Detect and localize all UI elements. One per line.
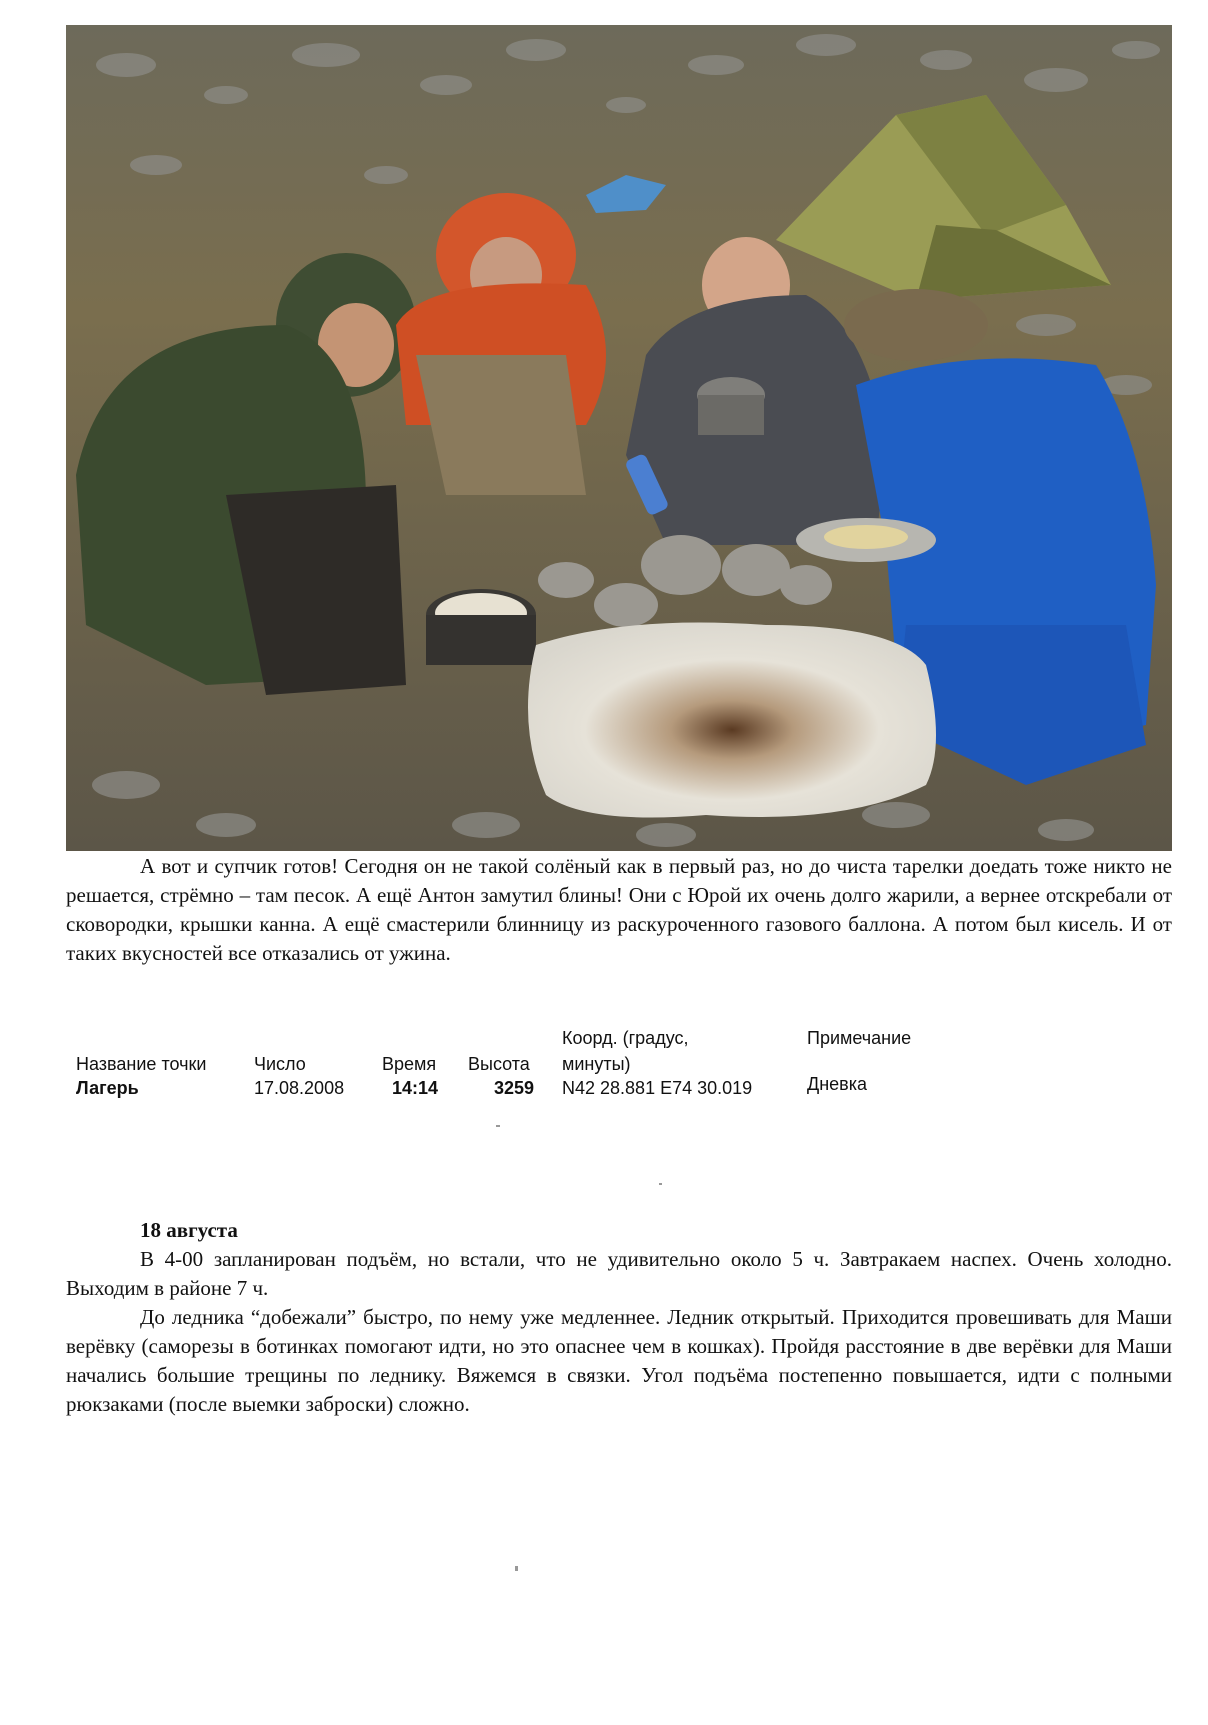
photo-caption: А вот и супчик готов! Сегодня он не такой солёный как в первый раз, но до чиста тарелки доедать тоже никто не решается, стрёмно – там песок. А ещё Антон замутил блины! Они с Юрой их очень долго жарили, а вернее отскребали от сковородки, крышки канна. А ещё смастерили блинницу из раскуроченного газового баллона. А потом был кисель. И от таких вкусностей все отказались от ужина. xyxy=(66,854,1172,965)
camp-photo-icon xyxy=(66,25,1172,851)
header-date: Число xyxy=(254,1054,306,1074)
header-coords-line1: Коорд. (градус, xyxy=(562,1028,689,1048)
header-altitude: Высота xyxy=(468,1054,530,1074)
row-name: Лагерь xyxy=(76,1078,139,1098)
scan-speck xyxy=(496,1125,500,1127)
row-altitude: 3259 xyxy=(494,1078,535,1098)
day-heading: 18 августа xyxy=(140,1218,238,1242)
scan-speck xyxy=(659,1183,662,1185)
row-date: 17.08.2008 xyxy=(254,1078,345,1098)
day-paragraph-1: В 4-00 запланирован подъём, но встали, что не удивительно около 5 ч. Завтракаем наспех. Очень холодно. Выходим в районе 7 ч. xyxy=(66,1247,1172,1300)
day-paragraph-2: До ледника “добежали” быстро, по нему уже медленнее. Ледник открытый. Приходится провешивать для Маши верёвку (саморезы в ботинках помогают идти, но это опаснее чем в кошках). Пройдя расстояние в две верёвки для Маши начались большие трещины по леднику. Вяжемся в связки. Угол подъёма постепенно повышается, идти с полными рюкзаками (после выемки заброски) сложно. xyxy=(66,1305,1172,1416)
header-note: Примечание xyxy=(807,1028,912,1048)
header-time: Время xyxy=(382,1054,437,1074)
header-name: Название точки xyxy=(76,1054,207,1074)
row-coords: N42 28.881 E74 30.019 xyxy=(562,1078,753,1098)
row-note: Дневка xyxy=(807,1074,867,1094)
row-time: 14:14 xyxy=(392,1078,439,1098)
camp-photo xyxy=(66,25,1172,851)
day-entry xyxy=(66,1216,1172,1419)
scan-speck xyxy=(515,1566,518,1571)
header-coords-line2: минуты) xyxy=(562,1054,631,1074)
